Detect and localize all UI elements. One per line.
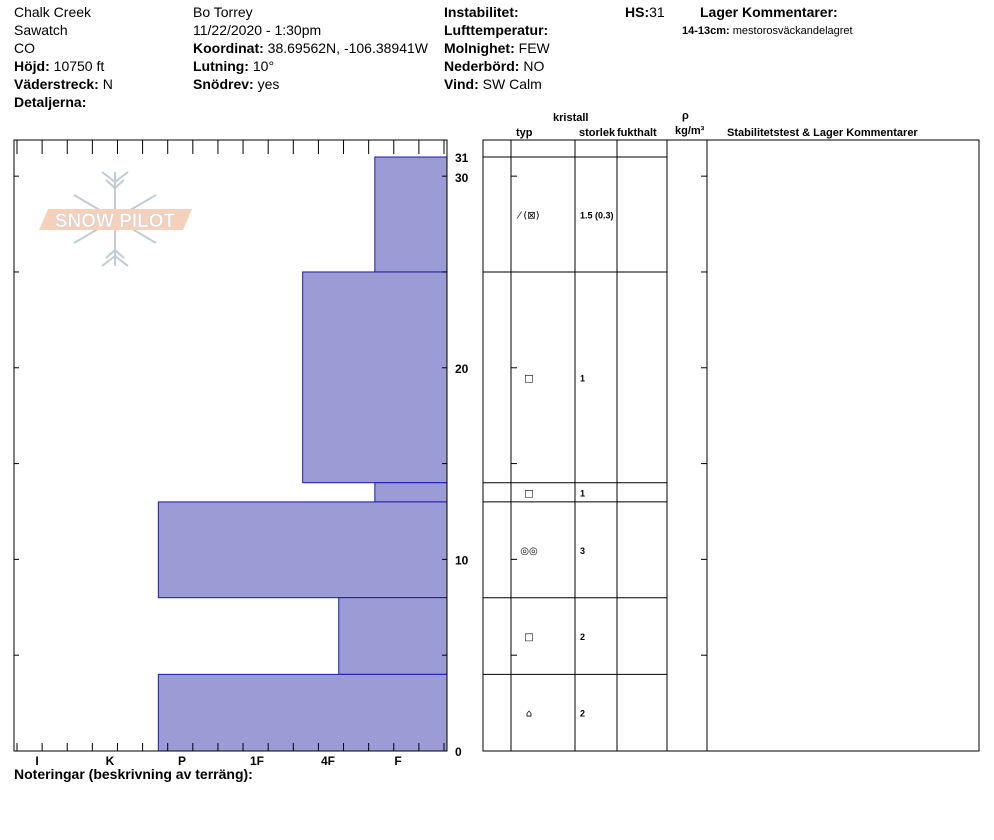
y-tick-label: 10 bbox=[455, 553, 469, 568]
precip-value: NO bbox=[523, 58, 545, 74]
crystal-type-symbol: □ bbox=[524, 488, 534, 500]
crystal-size: 1.5 (0.3) bbox=[580, 210, 614, 221]
moisture-header: fukthalt bbox=[617, 127, 657, 139]
crystal-size: 1 bbox=[580, 373, 586, 384]
layer-comments-title: Lager Kommentarer: bbox=[700, 4, 838, 20]
crystal-type-symbol: ⁄ (⊠) bbox=[518, 210, 540, 222]
terrain-notes-label: Noteringar (beskrivning av terräng): bbox=[14, 766, 253, 782]
location: Chalk Creek bbox=[14, 4, 92, 20]
y-tick-label: 31 bbox=[455, 151, 469, 165]
crystal-type-symbol: □ bbox=[524, 373, 534, 385]
range: Sawatch bbox=[14, 22, 68, 38]
crystal-type-symbol: ◎◎ bbox=[520, 545, 538, 557]
aspect-label: Väderstreck: bbox=[14, 76, 99, 92]
hs-label: HS: bbox=[625, 4, 650, 20]
hs-value: 31 bbox=[649, 4, 665, 20]
table-frame bbox=[483, 140, 979, 751]
clouds-value: FEW bbox=[518, 40, 550, 56]
layer-comment-text: mestorosväckandelagret bbox=[732, 25, 853, 37]
hardness-bar bbox=[339, 598, 447, 675]
crystal-type-symbol: ⌂ bbox=[525, 708, 533, 720]
state: CO bbox=[14, 40, 35, 56]
slope-label: Lutning: bbox=[193, 58, 249, 74]
rho-header: ρ bbox=[682, 110, 689, 122]
logo-text: SNOW PILOT bbox=[54, 211, 176, 232]
x-tick-label: 4F bbox=[320, 754, 336, 768]
crystal-size: 3 bbox=[580, 545, 586, 556]
x-tick-label: P bbox=[177, 754, 187, 768]
aspect-value: N bbox=[102, 76, 113, 92]
y-tick-label: 30 bbox=[455, 171, 469, 186]
hardness-bar bbox=[158, 502, 447, 598]
hardness-bar bbox=[375, 157, 447, 272]
precip-label: Nederbörd: bbox=[444, 58, 520, 74]
size-header: storlek bbox=[579, 127, 616, 139]
crystal-size: 1 bbox=[580, 488, 586, 499]
layer-comment-range: 14-13cm: bbox=[682, 25, 730, 37]
wind-label: Vind: bbox=[444, 76, 479, 92]
snowpilot-logo bbox=[39, 172, 192, 266]
crystal-type-symbol: □ bbox=[524, 632, 534, 644]
hardness-bar bbox=[375, 483, 447, 502]
elevation-label: Höjd: bbox=[14, 58, 50, 74]
details-label: Detaljerna: bbox=[14, 94, 87, 110]
x-tick-label: K bbox=[105, 754, 115, 768]
y-tick-label: 0 bbox=[455, 745, 462, 759]
hardness-bar bbox=[158, 674, 447, 751]
stability-header: Stabilitetstest & Lager Kommentarer bbox=[727, 127, 918, 139]
elevation-value: 10750 ft bbox=[53, 58, 105, 74]
drift-value: yes bbox=[257, 76, 280, 92]
airtemp-label: Lufttemperatur: bbox=[444, 22, 549, 38]
crystal-size: 2 bbox=[580, 708, 586, 719]
slope-value: 10° bbox=[252, 58, 275, 74]
y-tick-label: 20 bbox=[455, 361, 469, 376]
crystal-header: kristall bbox=[553, 112, 589, 124]
x-tick-label: I bbox=[35, 754, 39, 768]
observer: Bo Torrey bbox=[193, 4, 253, 20]
datetime: 11/22/2020 - 1:30pm bbox=[193, 22, 322, 38]
x-tick-label: 1F bbox=[249, 754, 265, 768]
type-header: typ bbox=[516, 127, 533, 139]
drift-label: Snödrev: bbox=[193, 76, 254, 92]
coord-value: 38.69562N, -106.38941W bbox=[267, 40, 428, 56]
wind-value: SW Calm bbox=[482, 76, 542, 92]
hardness-bar bbox=[303, 272, 447, 483]
crystal-size: 2 bbox=[580, 632, 586, 643]
x-tick-label: F bbox=[394, 754, 402, 768]
density-unit-header: kg/m³ bbox=[675, 125, 705, 137]
instability-label: Instabilitet: bbox=[444, 4, 519, 20]
coord-label: Koordinat: bbox=[193, 40, 264, 56]
clouds-label: Molnighet: bbox=[444, 40, 515, 56]
